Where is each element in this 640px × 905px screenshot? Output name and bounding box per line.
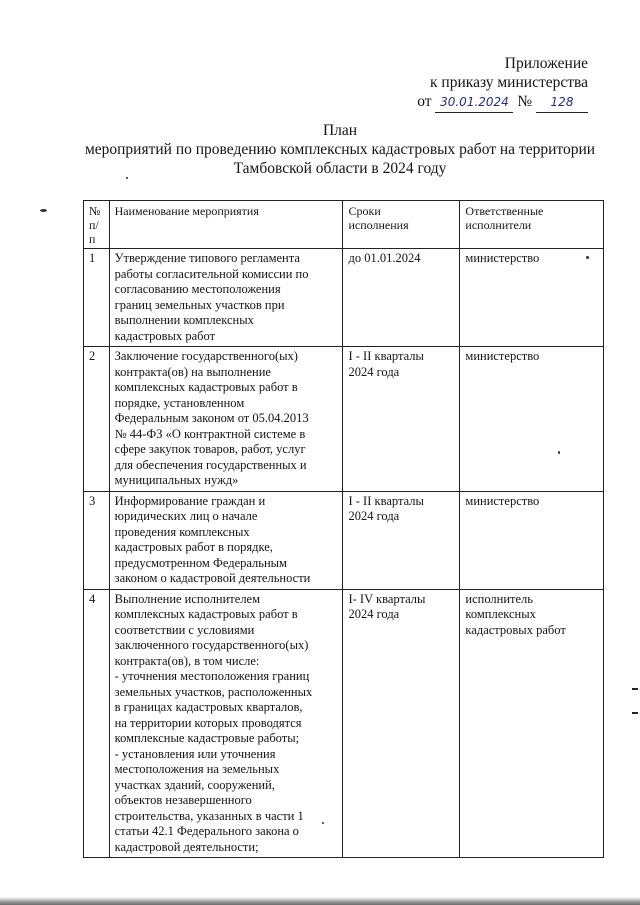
text-line: на территории которых проводятся bbox=[114, 715, 302, 730]
text-line: комплексных bbox=[465, 607, 536, 621]
header-number-line-1: № bbox=[89, 204, 101, 218]
text-line: сфере закупок товаров, работ, услуг bbox=[114, 442, 306, 456]
text-line: комплексных кадастровых работ в bbox=[114, 607, 298, 621]
text-line: 2024 года bbox=[348, 509, 400, 523]
row-activity-name bbox=[109, 249, 343, 347]
header-responsible-line-2: исполнители bbox=[465, 218, 532, 232]
text-line: для обеспечения государственных и bbox=[114, 457, 307, 472]
header-responsible-line-1: Ответственные bbox=[465, 204, 544, 218]
text-line: кадастровых работ bbox=[465, 622, 566, 637]
text-line: порядке, установленном bbox=[114, 395, 245, 410]
text-line: в границах кадастровых кварталов, bbox=[114, 700, 303, 714]
row-deadline bbox=[343, 347, 460, 492]
scan-speck bbox=[558, 451, 560, 454]
row-deadline bbox=[343, 491, 460, 589]
text-line: работы согласительной комиссии по bbox=[114, 266, 309, 281]
text-line: участках зданий, сооружений, bbox=[114, 777, 275, 792]
scan-speck bbox=[586, 256, 589, 259]
text-line: - установления или уточнения bbox=[114, 746, 276, 761]
header-name-text: Наименование мероприятия bbox=[114, 204, 259, 218]
text-line: соответствии с условиями bbox=[114, 622, 255, 637]
appendix-order-ref: к приказу министерства bbox=[430, 74, 588, 91]
row-number: 3 bbox=[84, 491, 110, 589]
order-number-sign: № bbox=[517, 93, 533, 110]
text-line: исполнитель bbox=[465, 591, 533, 606]
text-line: министерство bbox=[465, 349, 540, 363]
text-line: Заключение государственного(ых) bbox=[114, 349, 298, 363]
text-line: 2024 года bbox=[348, 607, 400, 621]
row-activity-name bbox=[109, 491, 343, 589]
row-responsible bbox=[460, 347, 604, 492]
text-line: заключенного государственного(ых) bbox=[114, 638, 309, 652]
row-number: 1 bbox=[84, 249, 110, 347]
scan-edge-mark bbox=[632, 712, 638, 714]
table-row bbox=[84, 249, 604, 347]
text-line: Информирование граждан и bbox=[114, 493, 266, 508]
text-line: комплексных кадастровых работ в bbox=[114, 380, 298, 394]
text-line: кадастровых работ в порядке, bbox=[114, 540, 273, 554]
text-line: местоположения на земельных bbox=[114, 762, 280, 776]
text-line: кадастровой деятельности; bbox=[114, 839, 259, 854]
text-line: контракта(ов), в том числе: bbox=[114, 653, 260, 668]
text-line: согласованию местоположения bbox=[114, 282, 281, 296]
text-line: министерство bbox=[465, 493, 540, 508]
header-deadline-line-1: Сроки bbox=[348, 204, 381, 218]
row-deadline bbox=[343, 589, 460, 858]
text-line: строительства, указанных в части 1 bbox=[114, 808, 304, 823]
scan-edge-mark bbox=[632, 688, 638, 690]
header-deadline-line-2: исполнения bbox=[348, 218, 409, 232]
appendix-title: Приложение bbox=[504, 55, 588, 72]
text-line: I - II кварталы bbox=[348, 349, 424, 363]
order-date-prefix: от bbox=[417, 93, 432, 110]
row-number: 4 bbox=[84, 589, 110, 858]
text-line: до 01.01.2024 bbox=[348, 251, 421, 265]
text-line: комплексные кадастровые работы; bbox=[114, 731, 300, 745]
scan-speck bbox=[322, 822, 324, 824]
header-number-line-2: п/п bbox=[89, 218, 99, 246]
table-header-row bbox=[84, 201, 604, 249]
table-row bbox=[84, 347, 604, 492]
title-line-2: мероприятий по проведению комплексных кадастровых работ на территории bbox=[84, 141, 596, 158]
scan-bottom-edge bbox=[0, 897, 640, 905]
row-responsible bbox=[460, 491, 604, 589]
text-line: границ земельных участков при bbox=[114, 297, 285, 312]
row-responsible bbox=[460, 249, 604, 347]
appendix-header bbox=[417, 54, 588, 111]
text-line: 2024 года bbox=[348, 364, 400, 379]
text-line: I- IV кварталы bbox=[348, 591, 426, 606]
text-line: выполнении комплексных bbox=[114, 313, 254, 327]
text-line: контракта(ов) на выполнение bbox=[114, 364, 271, 379]
table-row bbox=[84, 589, 604, 858]
title-line-1: План bbox=[322, 122, 358, 139]
row-activity-name bbox=[109, 589, 343, 858]
text-line: I - II кварталы bbox=[348, 493, 424, 508]
text-line: статьи 42.1 Федерального закона о bbox=[114, 824, 299, 838]
text-line: проведения комплексных bbox=[114, 524, 250, 539]
text-line: муниципальных нужд» bbox=[114, 473, 239, 487]
text-line: Федеральным законом от 05.04.2013 bbox=[114, 411, 309, 425]
text-line: земельных участков, расположенных bbox=[114, 684, 313, 699]
text-line: предусмотренном Федеральным bbox=[114, 555, 287, 570]
text-line: кадастровых работ bbox=[114, 328, 216, 343]
text-line: объектов незавершенного bbox=[114, 793, 252, 807]
text-line: - уточнения местоположения границ bbox=[114, 669, 310, 683]
table-row bbox=[84, 491, 604, 589]
scan-speck bbox=[40, 209, 47, 212]
document-title bbox=[60, 121, 620, 178]
row-responsible bbox=[460, 589, 604, 858]
header-responsible bbox=[460, 201, 604, 249]
header-name bbox=[109, 201, 343, 249]
handwritten-order-number: 128 bbox=[536, 93, 588, 113]
text-line: законом о кадастровой деятельности bbox=[114, 571, 311, 585]
text-line: юридических лиц о начале bbox=[114, 509, 258, 523]
text-line: министерство bbox=[465, 251, 540, 265]
title-line-3: Тамбовской области в 2024 году bbox=[233, 160, 447, 177]
text-line: Утверждение типового регламента bbox=[114, 251, 300, 265]
scan-speck bbox=[126, 177, 128, 179]
handwritten-order-date: 30.01.2024 bbox=[435, 93, 513, 113]
plan-table bbox=[83, 200, 604, 858]
header-number bbox=[84, 201, 110, 249]
row-deadline bbox=[343, 249, 460, 347]
text-line: Выполнение исполнителем bbox=[114, 591, 261, 606]
header-deadline bbox=[343, 201, 460, 249]
row-number: 2 bbox=[84, 347, 110, 492]
appendix-order-date-line bbox=[417, 92, 588, 111]
text-line: № 44-ФЗ «О контрактной системе в bbox=[114, 426, 306, 441]
row-activity-name bbox=[109, 347, 343, 492]
